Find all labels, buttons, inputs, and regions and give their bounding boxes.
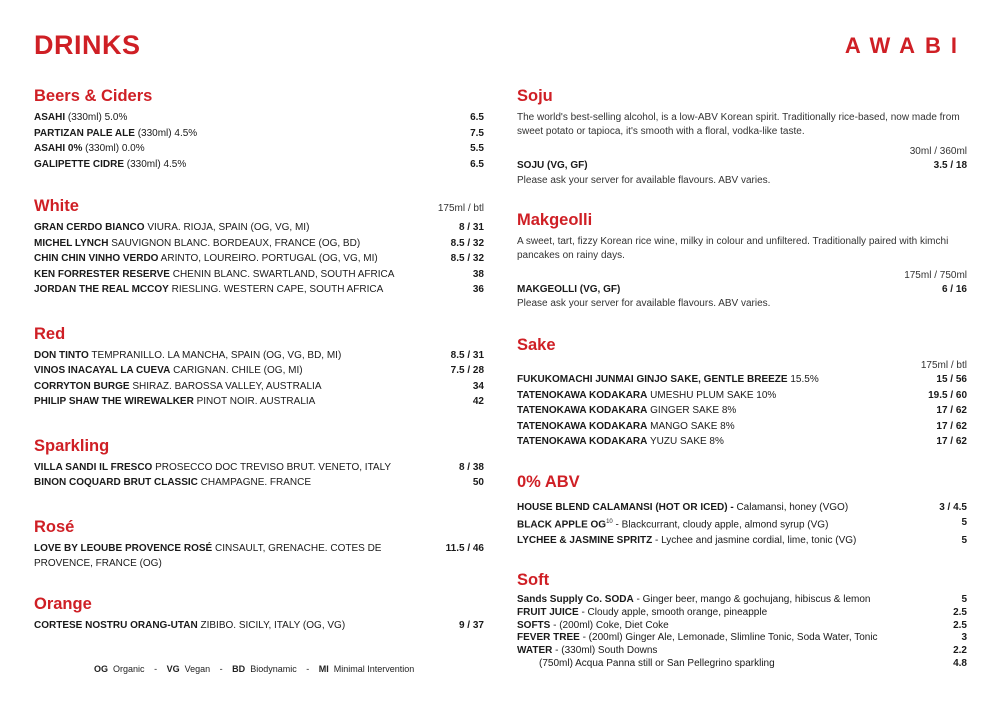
item-name: GALIPETTE CIDRE — [34, 158, 125, 170]
item-detail: CHAMPAGNE. FRANCE — [197, 477, 312, 488]
item-name: CORRYTON BURGE — [34, 380, 130, 392]
page-title: DRINKS — [34, 30, 141, 60]
item-name: MICHEL LYNCH — [34, 237, 109, 249]
item-detail: - (200ml) Ginger Ale, Lemonade, Slimline Tonic, Soda Water, Tonic — [579, 632, 878, 644]
item-detail: (750ml) Acqua Panna still or San Pellegrino sparkling — [539, 657, 775, 669]
item-description — [34, 394, 473, 410]
item-name: GRAN CERDO BIANCO — [34, 222, 145, 233]
item-description — [517, 403, 936, 419]
legend-key: MI — [318, 664, 329, 674]
item-name: ASAHI — [34, 112, 66, 123]
item-description — [34, 236, 451, 252]
item-name: DON TINTO — [34, 349, 89, 361]
section-white — [34, 196, 484, 298]
item-name: LOVE BY LEOUBE PROVENCE ROSÉ — [34, 542, 213, 554]
section-title: Red — [34, 324, 66, 343]
left-column — [34, 86, 484, 633]
menu-item — [517, 282, 967, 298]
item-price: 3 / 4.5 — [939, 501, 967, 513]
item-detail: (330ml) 4.5% — [134, 127, 198, 139]
item-description — [517, 594, 961, 607]
item-price: 8.5 / 32 — [450, 237, 484, 249]
unit-label: 30ml / 360ml — [909, 146, 967, 157]
item-detail: ARINTO, LOUREIRO. PORTUGAL (OG, VG, MI) — [158, 253, 378, 264]
item-name: LYCHEE & JASMINE SPRITZ — [517, 534, 653, 546]
right-column — [517, 86, 967, 671]
item-detail: Calamansi, honey (VGO) — [733, 501, 849, 513]
item-detail: PROSECCO DOC TREVISO BRUT. VENETO, ITALY — [152, 461, 392, 473]
item-description — [34, 379, 473, 395]
item-price: 17 / 62 — [936, 420, 967, 432]
menu-item — [517, 632, 967, 645]
section-rose — [34, 517, 484, 572]
legend-key: BD — [232, 664, 246, 674]
item-price: 3.5 / 18 — [933, 160, 967, 171]
menu-item — [34, 618, 484, 634]
item-detail: UMESHU PLUM SAKE 10% — [647, 389, 777, 401]
item-name: BINON COQUARD BRUT CLASSIC — [34, 477, 198, 488]
section-soft — [517, 570, 967, 670]
menu-item — [34, 157, 484, 173]
legend-separator: - — [219, 664, 223, 674]
item-price: 9 / 37 — [458, 619, 484, 631]
item-detail: SHIRAZ. BAROSSA VALLEY, AUSTRALIA — [129, 380, 322, 392]
item-name: TATENOKAWA KODAKARA — [517, 389, 648, 401]
item-description — [517, 500, 939, 516]
menu-item — [517, 372, 967, 388]
item-description — [517, 658, 953, 671]
item-name: FUKUKOMACHI JUNMAI GINJO SAKE, GENTLE BREEZE — [517, 374, 788, 385]
item-price: 5 — [961, 517, 967, 528]
item-price: 2.5 — [953, 607, 967, 619]
section-title: Sparkling — [34, 436, 110, 455]
section-makgeolli — [517, 210, 967, 312]
item-description — [34, 363, 451, 379]
legend-label: Organic — [113, 664, 145, 674]
item-description — [517, 419, 936, 435]
item-description — [34, 618, 459, 634]
menu-item — [517, 594, 967, 607]
section-orange — [34, 594, 484, 634]
item-detail: 15.5% — [787, 374, 819, 385]
item-name: PHILIP SHAW THE WIREWALKER — [34, 396, 194, 407]
legend-separator: - — [306, 664, 310, 674]
item-name: FEVER TREE — [517, 632, 580, 644]
item-detail: (330ml) 5.0% — [65, 112, 128, 123]
item-detail: - Cloudy apple, smooth orange, pineapple — [578, 607, 768, 619]
item-description — [34, 475, 473, 491]
item-name: CORTESE NOSTRU ORANG-UTAN — [34, 619, 198, 631]
menu-item — [34, 394, 484, 410]
item-description — [517, 158, 934, 174]
section-note: Please ask your server for available flavours. ABV varies. — [517, 174, 771, 186]
item-price: 7.5 / 28 — [450, 365, 484, 376]
unit-label: 175ml / 750ml — [904, 269, 967, 281]
item-name: WATER — [517, 645, 553, 657]
menu-item — [34, 267, 484, 283]
item-detail: (330ml) 4.5% — [124, 158, 187, 170]
menu-item — [517, 403, 967, 419]
item-description — [34, 267, 473, 283]
section-title: Makgeolli — [517, 210, 593, 229]
item-name: SOJU (VG, GF) — [517, 160, 588, 171]
item-description — [517, 388, 928, 404]
item-price: 11.5 / 46 — [445, 542, 484, 554]
section-red — [34, 324, 484, 410]
item-name: MAKGEOLLI (VG, GF) — [517, 283, 621, 295]
item-price: 3 — [961, 632, 967, 644]
section-title: Rosé — [34, 517, 75, 536]
item-detail: - Blackcurrant, cloudy apple, almond syrup (VG) — [612, 519, 829, 531]
menu-item — [34, 379, 484, 395]
item-description — [517, 632, 961, 645]
section-sparkling — [34, 436, 484, 491]
menu-item — [34, 126, 484, 142]
menu-item — [517, 607, 967, 620]
menu-item — [34, 282, 484, 298]
item-price: 5 — [961, 534, 967, 546]
item-name: HOUSE BLEND CALAMANSI (HOT OR ICED) - — [517, 501, 734, 513]
item-price: 19.5 / 60 — [928, 389, 967, 401]
item-price: 15 / 56 — [936, 374, 967, 385]
menu-item — [517, 645, 967, 658]
item-detail: (330ml) 0.0% — [82, 143, 145, 154]
section-soju — [517, 86, 967, 188]
section-beers — [34, 86, 484, 172]
item-detail: TEMPRANILLO. LA MANCHA, SPAIN (OG, VG, BD, MI) — [88, 349, 342, 361]
menu-item — [34, 475, 484, 491]
menu-item — [517, 620, 967, 633]
item-name: TATENOKAWA KODAKARA — [517, 436, 648, 447]
item-price: 50 — [472, 477, 484, 488]
legend-separator: - — [154, 664, 158, 674]
item-description — [517, 515, 961, 533]
item-detail: ZIBIBO. SICILY, ITALY (OG, VG) — [197, 619, 346, 631]
item-price: 7.5 — [470, 127, 484, 139]
item-description — [517, 645, 953, 658]
item-description — [517, 282, 942, 298]
item-detail: CHENIN BLANC. SWARTLAND, SOUTH AFRICA — [169, 268, 395, 280]
item-detail: RIESLING. WESTERN CAPE, SOUTH AFRICA — [168, 284, 384, 295]
menu-item — [517, 388, 967, 404]
unit-label: 175ml / btl — [437, 203, 484, 214]
item-price: 17 / 62 — [936, 405, 967, 416]
item-price: 42 — [472, 396, 484, 407]
section-note: Please ask your server for available flavours. ABV varies. — [517, 298, 771, 309]
item-price: 8 / 31 — [458, 222, 484, 233]
menu-item — [34, 251, 484, 267]
menu-item — [517, 515, 967, 533]
item-description — [34, 251, 451, 267]
item-description — [34, 541, 446, 572]
item-description — [517, 533, 961, 549]
item-price: 8.5 / 32 — [450, 253, 484, 264]
item-description — [34, 282, 473, 298]
section-title: Sake — [517, 336, 556, 354]
item-description — [34, 460, 459, 476]
section-title: Orange — [34, 594, 92, 613]
item-detail: - Ginger beer, mango & gochujang, hibiscus & lemon — [633, 594, 871, 606]
item-name: KEN FORRESTER RESERVE — [34, 268, 170, 280]
section-description: The world's best-selling alcohol, is a low-ABV Korean spirit. Traditionally rice-based, now made from sweet potato or tapioca, it's smooth with a floral, vodka-like taste. — [517, 112, 960, 137]
legend-label: Minimal Intervention — [333, 664, 415, 674]
item-description — [34, 348, 451, 364]
item-description — [34, 141, 470, 157]
item-price: 38 — [472, 268, 484, 280]
section-title: Soft — [517, 571, 550, 590]
item-detail: GINGER SAKE 8% — [647, 405, 737, 416]
item-description — [517, 620, 953, 633]
item-description — [517, 434, 936, 450]
item-price: 2.5 — [953, 619, 967, 631]
item-detail: YUZU SAKE 8% — [647, 436, 724, 447]
item-price: 2.2 — [953, 645, 967, 657]
item-price: 8 / 38 — [458, 461, 484, 473]
item-detail: - (330ml) South Downs — [552, 645, 658, 657]
section-zero-abv — [517, 472, 967, 549]
menu-item — [34, 460, 484, 476]
item-name: VILLA SANDI IL FRESCO — [34, 461, 153, 473]
menu-item — [34, 141, 484, 157]
item-price: 17 / 62 — [936, 436, 967, 447]
menu-item — [517, 500, 967, 516]
item-price: 5.5 — [470, 143, 484, 154]
legend-key: OG — [94, 664, 109, 674]
menu-item — [34, 110, 484, 126]
item-name: VINOS INACAYAL LA CUEVA — [34, 365, 171, 376]
item-detail: - (200ml) Coke, Diet Coke — [550, 619, 669, 631]
item-price: 6.5 — [470, 158, 484, 170]
menu-item — [34, 348, 484, 364]
legend-label: Vegan — [184, 664, 211, 674]
item-name: TATENOKAWA KODAKARA — [517, 405, 648, 416]
item-superscript: 10 — [606, 519, 613, 525]
item-detail: VIURA. RIOJA, SPAIN (OG, VG, MI) — [144, 222, 310, 233]
item-name: Sands Supply Co. SODA — [517, 594, 634, 606]
item-description — [34, 220, 459, 236]
menu-item — [34, 220, 484, 236]
item-description — [34, 157, 470, 173]
section-description: A sweet, tart, fizzy Korean rice wine, milky in colour and unfiltered. Traditionally paired with kimchi pancakes on rainy days. — [517, 235, 949, 261]
unit-label: 175ml / btl — [920, 360, 967, 371]
item-price: 8.5 / 31 — [450, 349, 484, 361]
menu-item — [517, 658, 967, 671]
item-name: ASAHI 0% — [34, 143, 83, 154]
item-description — [517, 607, 953, 620]
section-title: 0% ABV — [517, 472, 580, 491]
brand-logo: AWABI — [844, 33, 967, 58]
item-price: 6 / 16 — [941, 283, 967, 295]
menu-item — [517, 533, 967, 549]
item-detail: - Lychee and jasmine cordial, lime, tonic (VG) — [652, 534, 857, 546]
menu-item — [34, 541, 484, 572]
item-detail: PINOT NOIR. AUSTRALIA — [193, 396, 316, 407]
item-price: 4.8 — [953, 657, 967, 669]
section-title: Beers & Ciders — [34, 87, 153, 105]
legend-key: VG — [166, 664, 180, 674]
item-name: FRUIT JUICE — [517, 607, 579, 619]
item-name: SOFTS — [517, 619, 551, 631]
dietary-legend — [94, 664, 414, 674]
item-detail: SAUVIGNON BLANC. BORDEAUX, FRANCE (OG, BD) — [108, 237, 361, 249]
item-price: 34 — [472, 380, 484, 392]
section-title: White — [34, 197, 79, 215]
item-name: CHIN CHIN VINHO VERDO — [34, 253, 159, 264]
item-name: TATENOKAWA KODAKARA — [517, 420, 648, 432]
item-description — [517, 372, 936, 388]
section-title: Soju — [517, 87, 553, 105]
item-price: 5 — [961, 594, 967, 606]
item-name: PARTIZAN PALE ALE — [34, 127, 135, 139]
item-description — [34, 110, 470, 126]
item-name: BLACK APPLE OG — [517, 519, 607, 531]
item-price: 36 — [472, 284, 484, 295]
item-detail: CINSAULT, GRENACHE. COTES DE PROVENCE, FRANCE (OG) — [34, 542, 382, 569]
item-detail: MANGO SAKE 8% — [647, 420, 735, 432]
legend-label: Biodynamic — [250, 664, 297, 674]
menu-item — [34, 363, 484, 379]
item-description — [34, 126, 470, 142]
menu-item — [517, 434, 967, 450]
item-price: 6.5 — [470, 112, 484, 123]
menu-item — [517, 158, 967, 174]
menu-item — [517, 419, 967, 435]
section-sake — [517, 335, 967, 450]
item-name: JORDAN THE REAL MCCOY — [34, 284, 169, 295]
menu-item — [34, 236, 484, 252]
item-detail: CARIGNAN. CHILE (OG, MI) — [170, 365, 303, 376]
